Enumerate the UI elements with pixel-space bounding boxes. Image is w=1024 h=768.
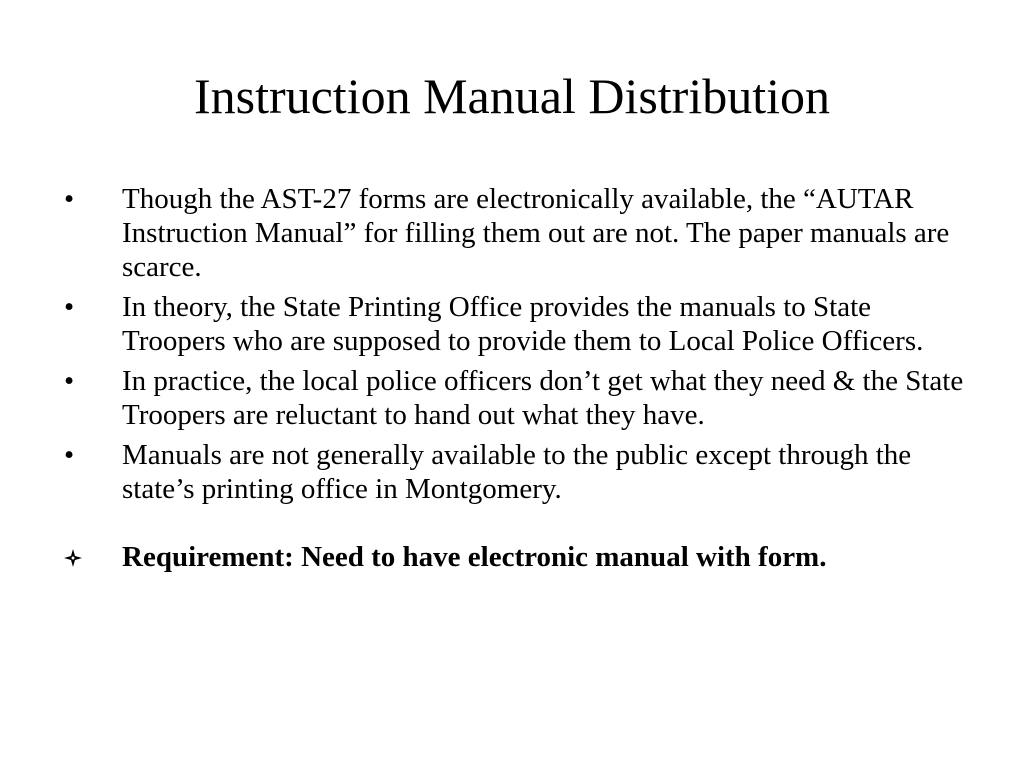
bullet-item <box>60 364 965 432</box>
diamond-bullet-icon <box>64 549 82 567</box>
bullet-icon: • <box>64 183 75 215</box>
bullet-icon: • <box>64 439 75 471</box>
bullet-icon: • <box>64 291 75 323</box>
bullet-text: In theory, the State Printing Office provides the manuals to State Troopers who are supposed to provide them to Local Police Officers. <box>122 291 924 357</box>
bullet-item <box>60 438 965 506</box>
bullet-text: Though the AST-27 forms are electronically available, the “AUTAR Instruction Manual” for filling them out are not. The paper manuals are scarce. <box>122 183 950 283</box>
bullet-text: Manuals are not generally available to the public except through the state’s printing office in Montgomery. <box>122 439 912 505</box>
requirement-text: Requirement: Need to have electronic manual with form. <box>122 541 827 573</box>
bullet-text: In practice, the local police officers don’t get what they need & the State Troopers are reluctant to hand out what they have. <box>122 365 964 431</box>
bullet-item <box>60 290 965 358</box>
slide-title: Instruction Manual Distribution <box>193 68 831 124</box>
bullet-icon: • <box>64 365 75 397</box>
bullet-item <box>60 182 965 284</box>
requirement-item <box>60 540 965 574</box>
bullet-list <box>60 182 965 580</box>
